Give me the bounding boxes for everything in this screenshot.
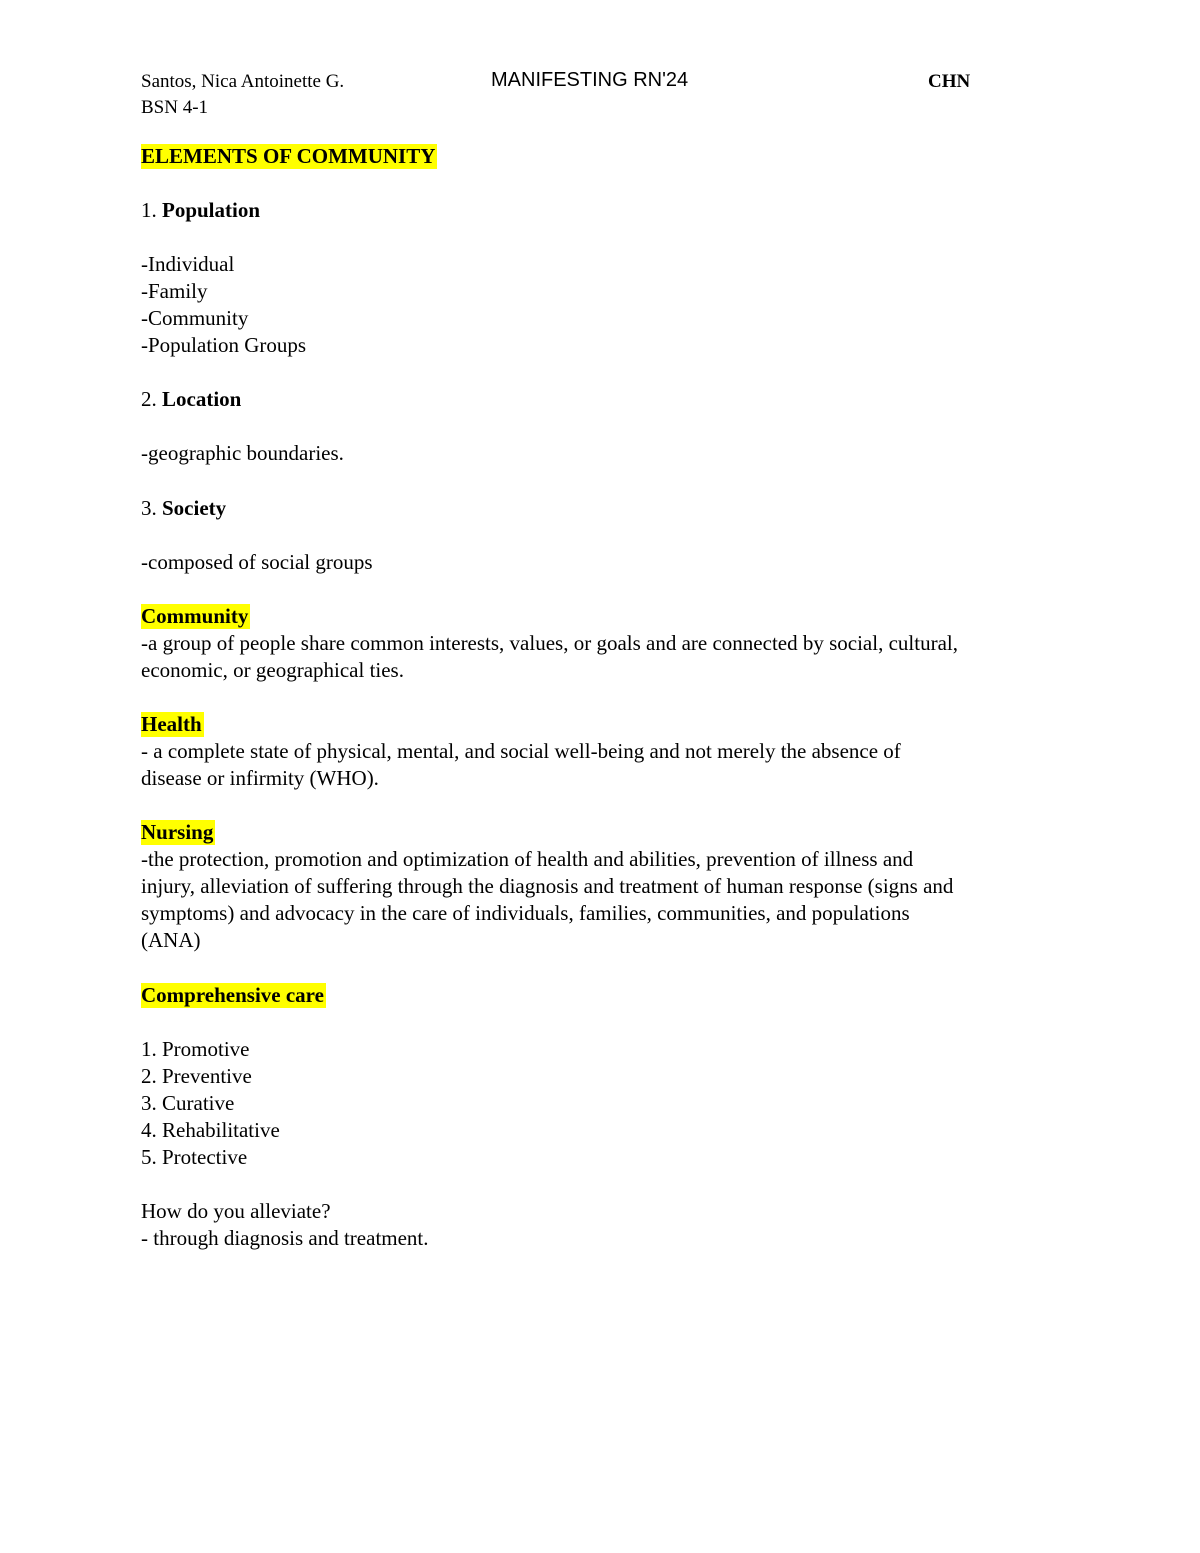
list-item: -geographic boundaries. — [141, 441, 344, 465]
answer-text: - through diagnosis and treatment. — [141, 1226, 429, 1250]
term-highlight: Health — [141, 712, 202, 736]
definition-line: economic, or geographical ties. — [141, 658, 404, 682]
element-population — [141, 197, 260, 224]
definition-line: injury, alleviation of suffering through the diagnosis and treatment of human response (signs and — [141, 874, 954, 898]
comprehensive-care-heading — [141, 982, 326, 1009]
list-item: -composed of social groups — [141, 550, 373, 574]
element-number: 2. — [141, 387, 157, 411]
definition-line: - a complete state of physical, mental, and social well-being and not merely the absence of — [141, 739, 901, 763]
element-number: 3. — [141, 496, 157, 520]
definition-line: -the protection, promotion and optimization of health and abilities, prevention of illness and — [141, 847, 914, 871]
main-heading — [141, 143, 437, 170]
definition-term-nursing — [141, 819, 215, 846]
list-item: 1. Promotive — [141, 1037, 250, 1061]
list-item: -Population Groups — [141, 333, 307, 357]
term-highlight: Community — [141, 604, 249, 628]
definition-line: (ANA) — [141, 928, 201, 952]
main-heading-text: ELEMENTS OF COMMUNITY — [141, 144, 436, 168]
section-label: BSN 4-1 — [141, 97, 209, 118]
list-item: 3. Curative — [141, 1091, 235, 1115]
list-item: -Family — [141, 279, 208, 303]
author-name: Santos, Nica Antoinette G. — [141, 71, 345, 92]
list-item: -Community — [141, 306, 249, 330]
element-location — [141, 386, 241, 413]
definition-term-health — [141, 711, 204, 738]
term-highlight: Nursing — [141, 820, 214, 844]
element-number: 1. — [141, 198, 157, 222]
element-label: Location — [162, 387, 242, 411]
element-label: Population — [162, 198, 261, 222]
document-title: MANIFESTING RN'24 — [491, 69, 689, 91]
element-society — [141, 495, 226, 522]
list-item: -Individual — [141, 252, 235, 276]
definition-line: symptoms) and advocacy in the care of individuals, families, communities, and populations — [141, 901, 910, 925]
list-item: 2. Preventive — [141, 1064, 252, 1088]
list-item: 5. Protective — [141, 1145, 248, 1169]
definition-line: -a group of people share common interests, values, or goals and are connected by social, cultural, — [141, 631, 958, 655]
element-label: Society — [162, 496, 227, 520]
term-highlight: Comprehensive care — [141, 983, 324, 1007]
list-item: 4. Rehabilitative — [141, 1118, 280, 1142]
subject-label: CHN — [928, 71, 971, 92]
definition-term-community — [141, 603, 250, 630]
question-text: How do you alleviate? — [141, 1199, 331, 1223]
definition-line: disease or infirmity (WHO). — [141, 766, 379, 790]
